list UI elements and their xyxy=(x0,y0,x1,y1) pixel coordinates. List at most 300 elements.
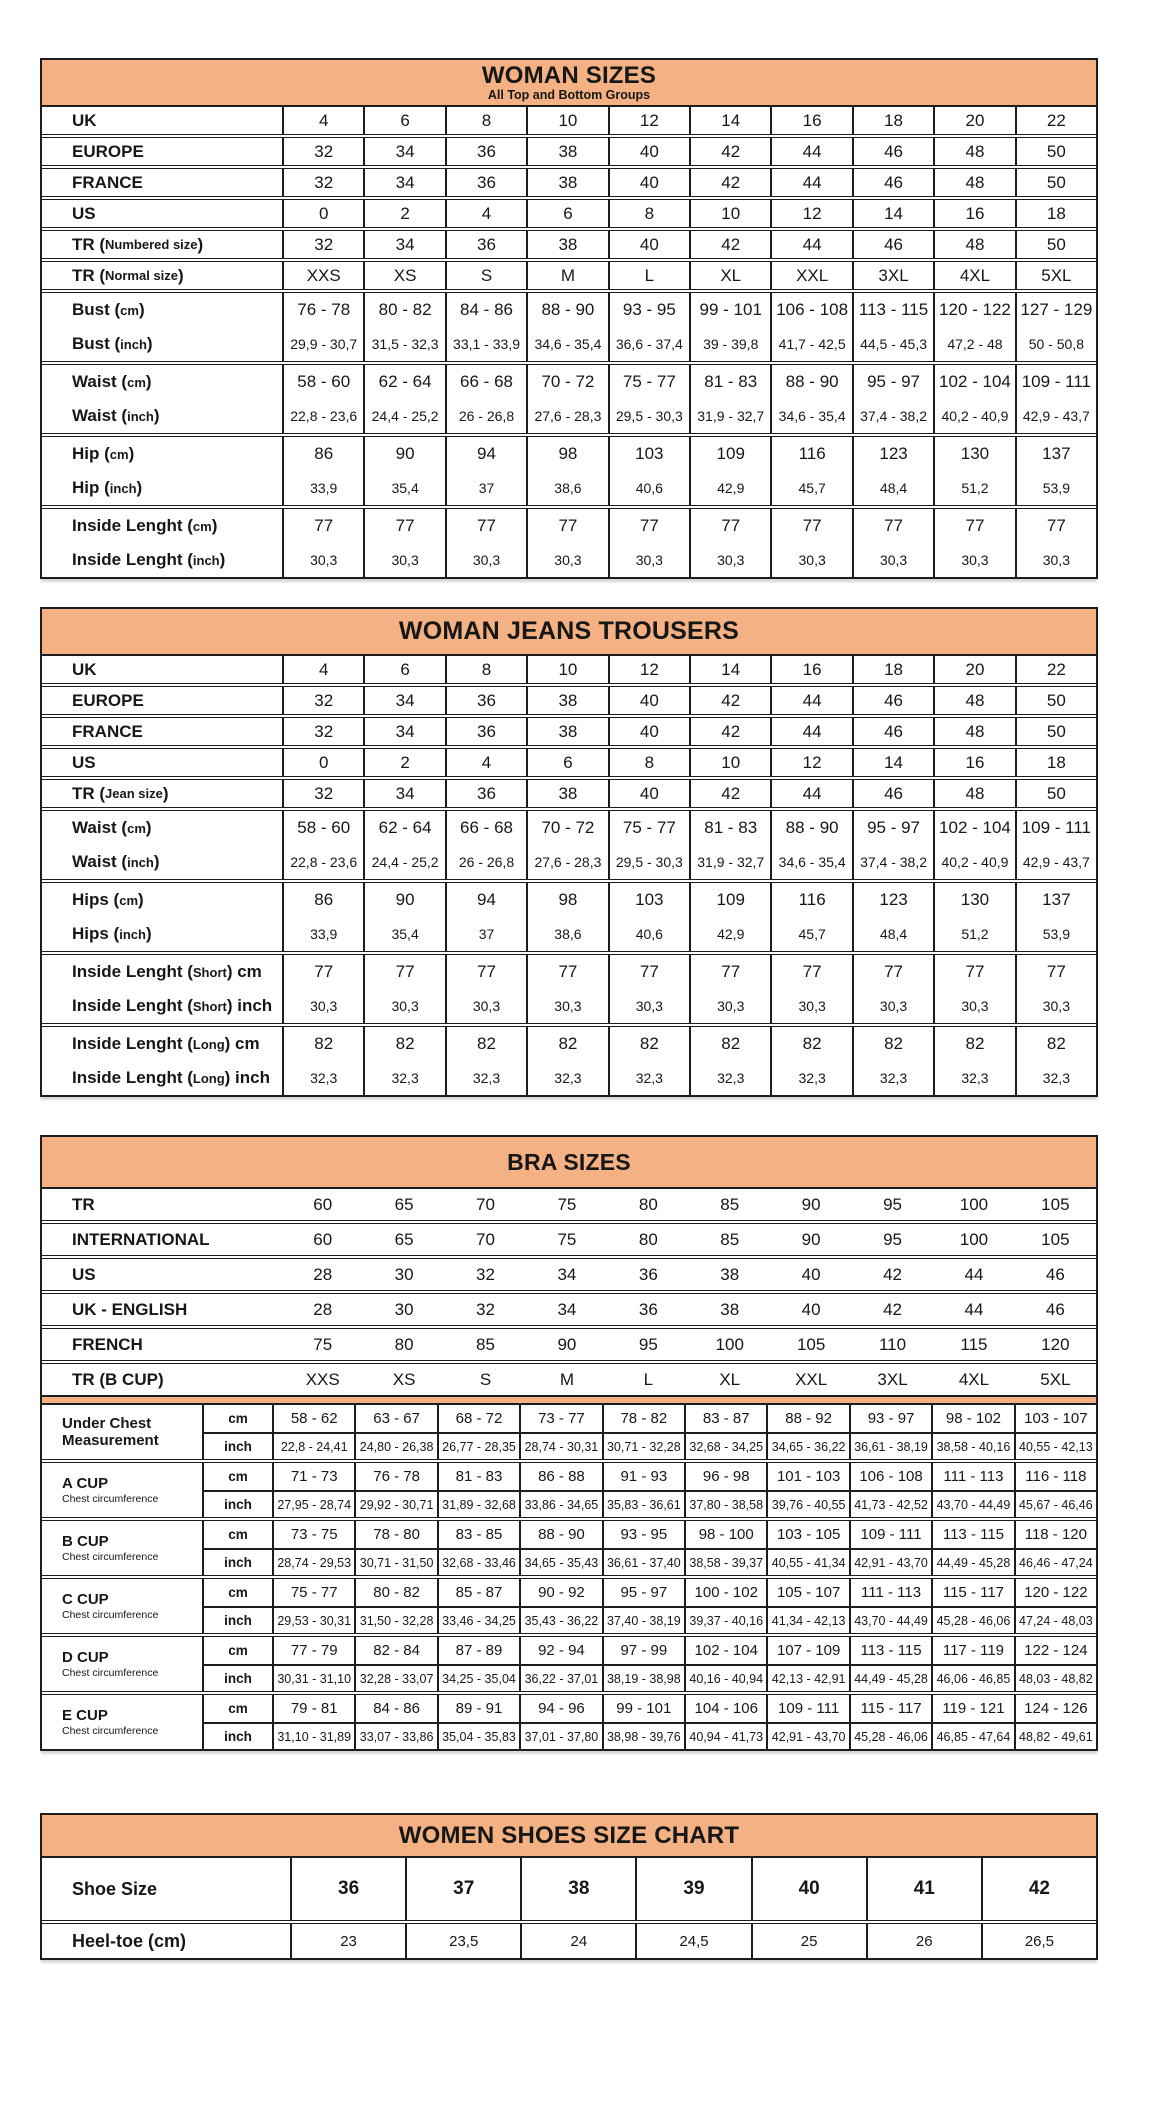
cell-value: 32,3 xyxy=(608,1061,689,1095)
cup-group-name: Under Chest Measurement xyxy=(62,1415,159,1449)
cell-value: 82 xyxy=(445,1027,526,1061)
cell-value: 111 - 113 xyxy=(849,1579,931,1606)
cell-value: 50 - 50,8 xyxy=(1015,327,1096,361)
cell-value: 77 xyxy=(933,509,1014,543)
size-chart-page xyxy=(40,58,1098,1960)
row-group xyxy=(42,505,1096,577)
row-label: INTERNATIONAL xyxy=(72,1229,210,1249)
row-label: US xyxy=(72,752,96,772)
cell-value: S xyxy=(445,262,526,289)
cell-value: 20 xyxy=(933,656,1014,683)
cell-value: 120 xyxy=(1041,1334,1070,1354)
row-label: TR ( Jean size ) xyxy=(72,783,169,803)
cell-value: 117 - 119 xyxy=(931,1637,1013,1664)
cell-value: 107 - 109 xyxy=(766,1637,848,1664)
row-group xyxy=(42,227,1096,258)
cup-group xyxy=(42,1459,1096,1517)
cup-group-subtitle: Chest circumference xyxy=(62,1493,159,1505)
cell-value: 3XL xyxy=(852,262,933,289)
cell-value: 18 xyxy=(1015,749,1096,776)
cell-value: 44 xyxy=(770,687,851,714)
unit-label: inch xyxy=(224,1555,252,1570)
cell-value: 109 - 111 xyxy=(1015,811,1096,845)
cell-value: 47,24 - 48,03 xyxy=(1014,1608,1096,1633)
cell-value: 100 xyxy=(959,1229,989,1249)
cell-value: 41 xyxy=(866,1858,981,1920)
cell-value: 81 - 83 xyxy=(689,365,770,399)
cell-value: 77 xyxy=(282,955,363,989)
cell-value: 43,70 - 44,49 xyxy=(849,1608,931,1633)
cell-value: 46,46 - 47,24 xyxy=(1014,1550,1096,1575)
cell-value: 44 xyxy=(770,718,851,745)
cell-value: 68 - 72 xyxy=(437,1405,519,1432)
cell-value: 85 xyxy=(476,1334,495,1354)
cell-value: 41,34 - 42,13 xyxy=(766,1608,848,1633)
cell-value: 44 xyxy=(770,169,851,196)
row-group xyxy=(42,745,1096,776)
cell-value: 32,3 xyxy=(770,1061,851,1095)
cell-value: 113 - 115 xyxy=(931,1521,1013,1548)
table-row xyxy=(42,845,1096,879)
cell-value: 66 - 68 xyxy=(445,811,526,845)
cup-group-name: A CUP xyxy=(62,1475,109,1492)
women-shoes-title: WOMEN SHOES SIZE CHART xyxy=(398,1822,740,1849)
cell-value: 36 xyxy=(445,780,526,807)
cell-value: 40 xyxy=(751,1858,866,1920)
cell-value: 34,65 - 35,43 xyxy=(519,1550,601,1575)
row-group xyxy=(42,1858,1096,1920)
cell-value: 85 xyxy=(720,1229,740,1249)
cell-value: 113 - 115 xyxy=(852,293,933,327)
cell-value: 28,74 - 30,31 xyxy=(519,1434,601,1459)
cell-value: 77 xyxy=(689,509,770,543)
cell-value: 94 xyxy=(445,883,526,917)
bra-cup-groups xyxy=(42,1405,1096,1749)
cell-value: 42 xyxy=(689,138,770,165)
cup-group-subtitle: Chest circumference xyxy=(62,1667,159,1679)
cell-value: 88 - 90 xyxy=(519,1521,601,1548)
cell-value: 95 xyxy=(883,1229,902,1249)
cell-value: 2 xyxy=(363,749,444,776)
cell-value: 33,86 - 34,65 xyxy=(519,1492,601,1517)
cell-value: 46,06 - 46,85 xyxy=(931,1666,1013,1691)
cell-value: 38 xyxy=(720,1264,740,1284)
row-group xyxy=(42,1220,1096,1255)
cell-value: 104 - 106 xyxy=(684,1695,766,1722)
cell-value: 103 xyxy=(608,883,689,917)
cell-value: 38 xyxy=(526,169,607,196)
cell-value: 30,3 xyxy=(445,989,526,1023)
cell-value: 18 xyxy=(852,107,933,134)
cup-group-label xyxy=(42,1695,202,1749)
cell-value: XL xyxy=(689,262,770,289)
cell-value: 30,31 - 31,10 xyxy=(272,1666,354,1691)
cell-value: 111 - 113 xyxy=(931,1463,1013,1490)
cell-value: XXL xyxy=(770,262,851,289)
cell-value: 123 xyxy=(852,437,933,471)
row-label: FRENCH xyxy=(72,1334,143,1354)
row-group xyxy=(42,258,1096,289)
cell-value: 124 - 126 xyxy=(1014,1695,1096,1722)
cell-value: 24,80 - 26,38 xyxy=(354,1434,436,1459)
cell-value: 41,73 - 42,52 xyxy=(849,1492,931,1517)
cell-value: 109 xyxy=(689,437,770,471)
cell-value: 48,4 xyxy=(852,917,933,951)
cell-value: 4 xyxy=(282,107,363,134)
table-row xyxy=(204,1606,1096,1633)
cell-value: 85 - 87 xyxy=(437,1579,519,1606)
cell-value: 39,76 - 40,55 xyxy=(766,1492,848,1517)
cell-value: 65 xyxy=(394,1194,414,1214)
cell-value: 35,04 - 35,83 xyxy=(437,1724,519,1749)
cell-value: 38 xyxy=(520,1858,635,1920)
table-row xyxy=(42,687,1096,714)
cell-value: 29,5 - 30,3 xyxy=(608,399,689,433)
row-group xyxy=(42,807,1096,879)
cell-value: 45,7 xyxy=(770,917,851,951)
row-group xyxy=(42,1325,1096,1360)
cell-value: 40 xyxy=(608,169,689,196)
cell-value: 48 xyxy=(933,687,1014,714)
table-row xyxy=(42,509,1096,543)
cell-value: 38 xyxy=(526,780,607,807)
cell-value: 79 - 81 xyxy=(272,1695,354,1722)
cell-value: 18 xyxy=(1015,200,1096,227)
cell-value: 8 xyxy=(445,107,526,134)
cell-value: 37,4 - 38,2 xyxy=(852,845,933,879)
cell-value: 10 xyxy=(689,749,770,776)
cup-group-rows xyxy=(202,1579,1096,1633)
table-row xyxy=(42,917,1096,951)
cell-value: 38,98 - 39,76 xyxy=(602,1724,684,1749)
cell-value: 85 xyxy=(720,1194,740,1214)
row-label: Inside Lenght ( Short ) inch xyxy=(72,996,273,1015)
cell-value: 95 xyxy=(638,1334,658,1354)
cell-value: 75 xyxy=(557,1194,577,1214)
cell-value: 22 xyxy=(1015,656,1096,683)
cell-value: 31,50 - 32,28 xyxy=(354,1608,436,1633)
cell-value: 3XL xyxy=(877,1369,908,1389)
cell-value: 93 - 95 xyxy=(602,1521,684,1548)
cell-value: 137 xyxy=(1015,437,1096,471)
cell-value: 35,4 xyxy=(363,471,444,505)
cell-value: 30,3 xyxy=(282,989,363,1023)
cell-value: 26 xyxy=(866,1924,981,1958)
cell-value: 24,5 xyxy=(635,1924,750,1958)
cell-value: 40 xyxy=(801,1299,821,1319)
cell-value: 32,3 xyxy=(445,1061,526,1095)
cell-value: 77 xyxy=(608,509,689,543)
cup-group-label xyxy=(42,1521,202,1575)
cell-value: 29,92 - 30,71 xyxy=(354,1492,436,1517)
cell-value: 34,65 - 36,22 xyxy=(766,1434,848,1459)
cell-value: 30,3 xyxy=(608,989,689,1023)
cell-value: 31,5 - 32,3 xyxy=(363,327,444,361)
table-row xyxy=(204,1548,1096,1575)
table-row xyxy=(42,811,1096,845)
cell-value: 34 xyxy=(363,169,444,196)
cell-value: 12 xyxy=(608,656,689,683)
cell-value: 30,3 xyxy=(363,543,444,577)
row-label: US xyxy=(72,1264,96,1284)
table-row xyxy=(42,107,1096,134)
cell-value: 65 xyxy=(394,1229,414,1249)
cell-value: 34,25 - 35,04 xyxy=(437,1666,519,1691)
table-row xyxy=(204,1637,1096,1664)
cell-value: 8 xyxy=(608,200,689,227)
cell-value: 46 xyxy=(1045,1299,1065,1319)
woman-sizes-title-band xyxy=(42,60,1096,107)
cell-value: 22 xyxy=(1015,107,1096,134)
bra-sizes-title: BRA SIZES xyxy=(507,1148,631,1175)
cell-value: 130 xyxy=(933,437,1014,471)
cell-value: 77 xyxy=(852,509,933,543)
table-row xyxy=(42,1027,1096,1061)
cell-value: 88 - 90 xyxy=(526,293,607,327)
cell-value: 44 xyxy=(964,1264,984,1284)
cell-value: 41,7 - 42,5 xyxy=(770,327,851,361)
table-row xyxy=(42,989,1096,1023)
cell-value: 77 xyxy=(363,955,444,989)
cell-value: 103 - 107 xyxy=(1014,1405,1096,1432)
cell-value: 90 xyxy=(801,1229,821,1249)
cell-value: 40 xyxy=(608,718,689,745)
row-label: TR ( Normal size ) xyxy=(72,265,184,285)
cell-value: 24,4 - 25,2 xyxy=(363,399,444,433)
cell-value: 47,2 - 48 xyxy=(933,327,1014,361)
cell-value: 80 xyxy=(394,1334,414,1354)
table-row xyxy=(42,1329,1096,1360)
cell-value: 37,4 - 38,2 xyxy=(852,399,933,433)
cell-value: 32 xyxy=(282,138,363,165)
cell-value: 44 xyxy=(964,1299,984,1319)
cell-value: 50 xyxy=(1015,718,1096,745)
cell-value: 6 xyxy=(363,107,444,134)
cell-value: 109 - 111 xyxy=(766,1695,848,1722)
row-group xyxy=(42,1023,1096,1095)
cell-value: 50 xyxy=(1015,138,1096,165)
cell-value: XS xyxy=(392,1369,416,1389)
cell-value: 102 - 104 xyxy=(933,811,1014,845)
cell-value: 100 xyxy=(959,1194,989,1214)
cell-value: 4 xyxy=(445,200,526,227)
cell-value: 80 xyxy=(638,1229,658,1249)
cup-group-subtitle: Chest circumference xyxy=(62,1551,159,1563)
cell-value: 36,6 - 37,4 xyxy=(608,327,689,361)
cell-value: 40 xyxy=(608,138,689,165)
cup-group-label xyxy=(42,1463,202,1517)
cell-value: XL xyxy=(719,1369,741,1389)
cell-value: 58 - 60 xyxy=(282,365,363,399)
cell-value: 37,40 - 38,19 xyxy=(602,1608,684,1633)
cell-value: 96 - 98 xyxy=(684,1463,766,1490)
cell-value: 122 - 124 xyxy=(1014,1637,1096,1664)
cup-group-name: D CUP xyxy=(62,1649,109,1666)
cell-value: 24 xyxy=(520,1924,635,1958)
cell-value: 53,9 xyxy=(1015,917,1096,951)
cell-value: 82 - 84 xyxy=(354,1637,436,1664)
row-label: Waist ( cm ) xyxy=(72,372,152,391)
unit-label: cm xyxy=(228,1527,248,1542)
cell-value: 42,9 xyxy=(689,917,770,951)
cell-value: 44,49 - 45,28 xyxy=(849,1666,931,1691)
cell-value: 99 - 101 xyxy=(689,293,770,327)
cell-value: 44,49 - 45,28 xyxy=(931,1550,1013,1575)
cell-value: 119 - 121 xyxy=(931,1695,1013,1722)
cell-value: 115 - 117 xyxy=(931,1579,1013,1606)
table-row xyxy=(42,1924,1096,1958)
cell-value: 35,4 xyxy=(363,917,444,951)
cell-value: 82 xyxy=(526,1027,607,1061)
cell-value: 0 xyxy=(282,200,363,227)
cell-value: 6 xyxy=(363,656,444,683)
cell-value: 48 xyxy=(933,718,1014,745)
cell-value: 36 xyxy=(445,231,526,258)
row-group xyxy=(42,714,1096,745)
cell-value: 51,2 xyxy=(933,471,1014,505)
cell-value: 100 xyxy=(715,1334,744,1354)
cell-value: 103 xyxy=(608,437,689,471)
cell-value: 42 xyxy=(689,780,770,807)
cell-value: 18 xyxy=(852,656,933,683)
woman-jeans-rows xyxy=(42,656,1096,1095)
cell-value: 50 xyxy=(1015,780,1096,807)
unit-label: cm xyxy=(228,1585,248,1600)
cell-value: 12 xyxy=(608,107,689,134)
cell-value: 22,8 - 23,6 xyxy=(282,845,363,879)
cell-value: 4XL xyxy=(958,1369,990,1389)
cell-value: 32,68 - 33,46 xyxy=(437,1550,519,1575)
cell-value: 37,01 - 37,80 xyxy=(519,1724,601,1749)
cell-value: 12 xyxy=(770,749,851,776)
cell-value: 77 xyxy=(282,509,363,543)
cell-value: 116 - 118 xyxy=(1014,1463,1096,1490)
cell-value: 87 - 89 xyxy=(437,1637,519,1664)
cell-value: 78 - 82 xyxy=(602,1405,684,1432)
cup-group-rows xyxy=(202,1521,1096,1575)
cell-value: XXS xyxy=(305,1369,340,1389)
table-row xyxy=(42,1364,1096,1395)
cell-value: 109 xyxy=(689,883,770,917)
cell-value: 33,1 - 33,9 xyxy=(445,327,526,361)
cell-value: 50 xyxy=(1015,231,1096,258)
table-row xyxy=(42,749,1096,776)
cell-value: 30,3 xyxy=(363,989,444,1023)
cell-value: 42,91 - 43,70 xyxy=(766,1724,848,1749)
cell-value: 30,3 xyxy=(933,989,1014,1023)
cell-value: 24,4 - 25,2 xyxy=(363,845,444,879)
unit-label: cm xyxy=(228,1643,248,1658)
cell-value: 46 xyxy=(852,687,933,714)
woman-sizes-title: WOMAN SIZES xyxy=(481,62,657,89)
row-label: TR xyxy=(72,1194,95,1214)
cell-value: 37 xyxy=(445,471,526,505)
cell-value: 46 xyxy=(1045,1264,1065,1284)
cell-value: 70 xyxy=(476,1229,495,1249)
cell-value: 82 xyxy=(689,1027,770,1061)
cell-value: 32,3 xyxy=(526,1061,607,1095)
row-group xyxy=(42,683,1096,714)
cell-value: 75 - 77 xyxy=(608,365,689,399)
cell-value: 38 xyxy=(526,138,607,165)
cell-value: 116 xyxy=(770,883,851,917)
cell-value: 32 xyxy=(282,687,363,714)
cell-value: 33,9 xyxy=(282,917,363,951)
cell-value: 75 xyxy=(557,1229,577,1249)
cell-value: 30,3 xyxy=(526,989,607,1023)
cell-value: 99 - 101 xyxy=(602,1695,684,1722)
cell-value: 36 xyxy=(445,138,526,165)
cell-value: 16 xyxy=(933,749,1014,776)
cell-value: 58 - 62 xyxy=(272,1405,354,1432)
cell-value: 35,83 - 36,61 xyxy=(602,1492,684,1517)
cell-value: 70 - 72 xyxy=(526,811,607,845)
row-group xyxy=(42,656,1096,683)
cell-value: 77 xyxy=(689,955,770,989)
cell-value: 46 xyxy=(852,169,933,196)
cell-value: 28 xyxy=(313,1264,333,1284)
cell-value: 34 xyxy=(557,1264,577,1284)
cell-value: 42 xyxy=(689,169,770,196)
cell-value: 77 xyxy=(526,509,607,543)
cell-value: 102 - 104 xyxy=(684,1637,766,1664)
cell-value: 77 xyxy=(770,509,851,543)
row-label: EUROPE xyxy=(72,141,144,161)
row-label: Hips ( cm ) xyxy=(72,890,144,909)
cell-value: 82 xyxy=(852,1027,933,1061)
cell-value: 80 xyxy=(638,1194,658,1214)
table-row xyxy=(42,293,1096,327)
cell-value: 36 xyxy=(290,1858,405,1920)
cell-value: 34 xyxy=(363,687,444,714)
cell-value: 82 xyxy=(608,1027,689,1061)
row-label: UK xyxy=(72,659,97,679)
cell-value: 76 - 78 xyxy=(282,293,363,327)
cell-value: 28 xyxy=(313,1299,333,1319)
cell-value: 36 xyxy=(445,718,526,745)
cell-value: 88 - 90 xyxy=(770,365,851,399)
cell-value: 16 xyxy=(933,200,1014,227)
table-row xyxy=(42,200,1096,227)
row-label: TR ( B CUP ) xyxy=(72,1369,164,1389)
cell-value: 22,8 - 23,6 xyxy=(282,399,363,433)
cell-value: 81 - 83 xyxy=(689,811,770,845)
unit-label: cm xyxy=(228,1469,248,1484)
cell-value: 109 - 111 xyxy=(849,1521,931,1548)
cell-value: 8 xyxy=(445,656,526,683)
cell-value: 95 - 97 xyxy=(602,1579,684,1606)
cell-value: 32 xyxy=(282,231,363,258)
cup-group-label xyxy=(42,1405,202,1459)
cell-value: 10 xyxy=(526,107,607,134)
cell-value: 78 - 80 xyxy=(354,1521,436,1548)
cell-value: 30 xyxy=(394,1264,414,1284)
cup-group-name: B CUP xyxy=(62,1533,109,1550)
table-row xyxy=(204,1432,1096,1459)
cell-value: 10 xyxy=(526,656,607,683)
cell-value: 16 xyxy=(770,656,851,683)
cell-value: 98 xyxy=(526,437,607,471)
cell-value: 48 xyxy=(933,169,1014,196)
unit-label: inch xyxy=(224,1671,252,1686)
cell-value: 62 - 64 xyxy=(363,811,444,845)
cell-value: 60 xyxy=(313,1229,333,1249)
row-group xyxy=(42,1255,1096,1290)
row-group xyxy=(42,361,1096,433)
table-row xyxy=(42,262,1096,289)
cell-value: 63 - 67 xyxy=(354,1405,436,1432)
cell-value: 51,2 xyxy=(933,917,1014,951)
